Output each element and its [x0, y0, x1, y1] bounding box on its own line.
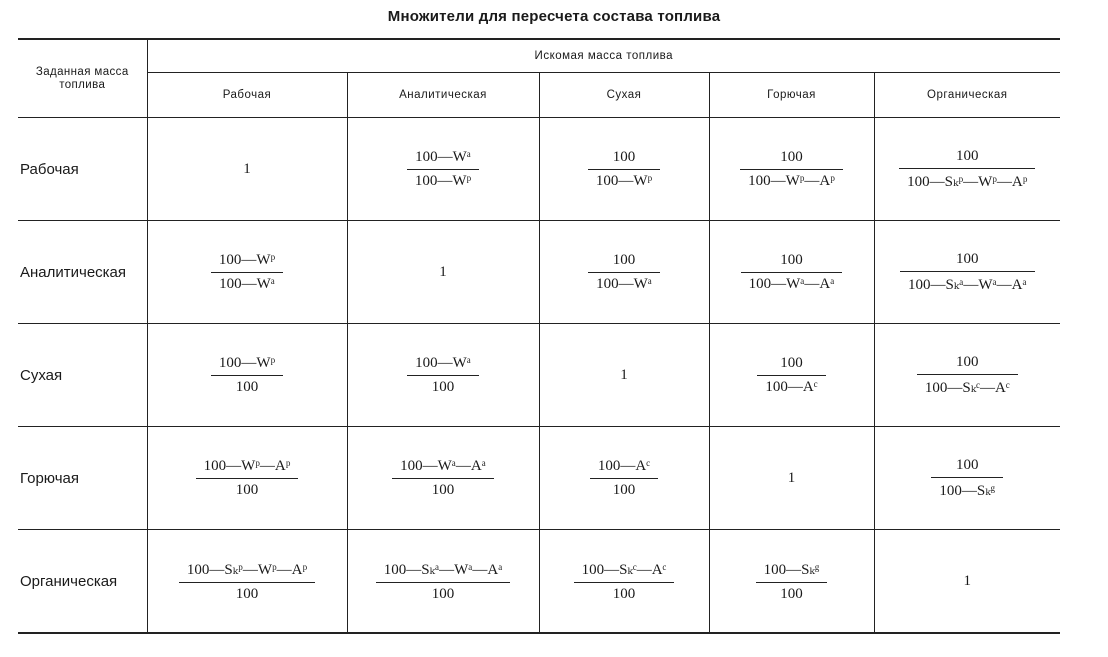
fraction: [407, 149, 479, 190]
numerator: 100—Wᵃ—Aᵃ: [392, 458, 494, 479]
factor-one: 1: [787, 469, 796, 486]
denominator: 100—Wᵃ—Aᵃ: [748, 275, 835, 292]
table-row: [18, 427, 1060, 530]
row-label: Рабочая: [20, 160, 79, 178]
factor-one: 1: [243, 160, 251, 177]
denominator: 100: [235, 585, 259, 602]
table-row: [18, 221, 1060, 324]
factor-one: 1: [620, 366, 628, 383]
factor-cell: [347, 118, 539, 221]
denominator: 100: [235, 378, 259, 395]
fraction: [407, 355, 479, 396]
numerator: 100: [931, 457, 1003, 478]
numerator: 100: [899, 148, 1035, 169]
factor-cell: [347, 427, 539, 530]
denominator: 100: [431, 585, 455, 602]
factor-one: 1: [439, 263, 447, 280]
numerator: 100—Sₖᶜ—Aᶜ: [574, 560, 675, 583]
fraction: [179, 560, 315, 603]
factor-cell: [147, 221, 347, 324]
factor-cell: [147, 530, 347, 634]
factor-cell: [539, 118, 709, 221]
fraction: [590, 458, 658, 499]
column-header: Аналитическая: [347, 73, 539, 118]
fraction: [900, 251, 1035, 294]
numerator: 100—Wᵖ: [211, 355, 283, 376]
factor-cell: [874, 118, 1060, 221]
factor-cell: [874, 530, 1060, 634]
header-given-mass: Заданная масса топлива: [18, 39, 147, 118]
factor-one: 1: [963, 572, 972, 589]
denominator: 100: [612, 585, 636, 602]
fraction: [740, 149, 843, 190]
numerator: 100: [740, 149, 843, 170]
factor-cell: [539, 530, 709, 634]
numerator: 100: [900, 251, 1035, 272]
fraction: [756, 560, 828, 603]
numerator: 100: [588, 252, 660, 273]
row-label: Горючая: [20, 469, 80, 487]
numerator: 100—Sₖᵖ—Wᵖ—Aᵖ: [179, 560, 315, 583]
column-header: Горючая: [709, 73, 874, 118]
row-label: Органическая: [20, 572, 118, 590]
denominator: 100—Sₖᵖ—Wᵖ—Aᵖ: [907, 173, 1028, 190]
factor-cell: [347, 324, 539, 427]
table-row: [18, 530, 1060, 634]
factor-cell: [347, 221, 539, 324]
factor-cell: [147, 427, 347, 530]
denominator: 100—Sₖᶜ—Aᶜ: [924, 379, 1010, 396]
denominator: 100—Aᶜ: [765, 378, 818, 395]
header-sought-mass: Искомая масса топлива: [147, 39, 1060, 73]
denominator: 100: [235, 481, 259, 498]
denominator: 100—Wᵃ: [219, 275, 275, 292]
factor-cell: [709, 118, 874, 221]
fraction: [211, 252, 283, 293]
denominator: 100: [431, 378, 455, 395]
column-header: Рабочая: [147, 73, 347, 118]
denominator: 100: [612, 481, 636, 498]
fraction: [392, 458, 494, 499]
factor-cell: [347, 530, 539, 634]
numerator: 100—Wᵖ—Aᵖ: [196, 458, 299, 479]
fraction: [588, 252, 660, 293]
numerator: 100: [741, 252, 843, 273]
denominator: 100: [780, 585, 803, 602]
column-header: Органическая: [874, 73, 1060, 118]
table-row: [18, 324, 1060, 427]
fraction: [931, 457, 1003, 500]
fraction: [588, 149, 660, 190]
numerator: 100—Wᵖ: [211, 252, 283, 273]
numerator: 100—Sₖᵍ: [756, 560, 828, 583]
denominator: 100—Sₖᵍ: [939, 482, 996, 499]
numerator: 100—Wᵃ: [407, 149, 479, 170]
numerator: 100—Wᵃ: [407, 355, 479, 376]
factor-cell: [539, 427, 709, 530]
fraction: [574, 560, 675, 603]
denominator: 100—Sₖᵃ—Wᵃ—Aᵃ: [907, 276, 1027, 293]
denominator: 100—Wᵖ—Aᵖ: [748, 172, 835, 189]
factor-cell: [874, 427, 1060, 530]
column-header: Сухая: [539, 73, 709, 118]
factor-cell: [539, 324, 709, 427]
fraction: [211, 355, 283, 396]
denominator: 100: [431, 481, 455, 498]
fraction: [741, 252, 843, 293]
denominator: 100—Wᵖ: [414, 172, 472, 189]
row-label: Сухая: [20, 366, 63, 384]
factor-cell: [874, 324, 1060, 427]
fraction: [899, 148, 1035, 191]
fraction: [196, 458, 299, 499]
fraction: [376, 560, 511, 603]
denominator: 100—Wᵃ: [596, 275, 652, 292]
factor-cell: [709, 530, 874, 634]
numerator: 100—Sₖᵃ—Wᵃ—Aᵃ: [376, 560, 511, 583]
factor-cell: [709, 324, 874, 427]
numerator: 100—Aᶜ: [590, 458, 658, 479]
factor-cell: [709, 427, 874, 530]
fraction: [757, 355, 825, 396]
factor-cell: [709, 221, 874, 324]
factor-cell: [147, 118, 347, 221]
conversion-table: [18, 38, 1060, 634]
factor-cell: [147, 324, 347, 427]
denominator: 100—Wᵖ: [595, 172, 653, 189]
fraction: [917, 354, 1018, 397]
numerator: 100: [757, 355, 825, 376]
row-label: Аналитическая: [20, 263, 127, 281]
factor-cell: [539, 221, 709, 324]
table-title: Множители для пересчета состава топлива: [387, 8, 721, 25]
factor-cell: [874, 221, 1060, 324]
numerator: 100: [917, 354, 1018, 375]
numerator: 100: [588, 149, 660, 170]
table-row: [18, 118, 1060, 221]
